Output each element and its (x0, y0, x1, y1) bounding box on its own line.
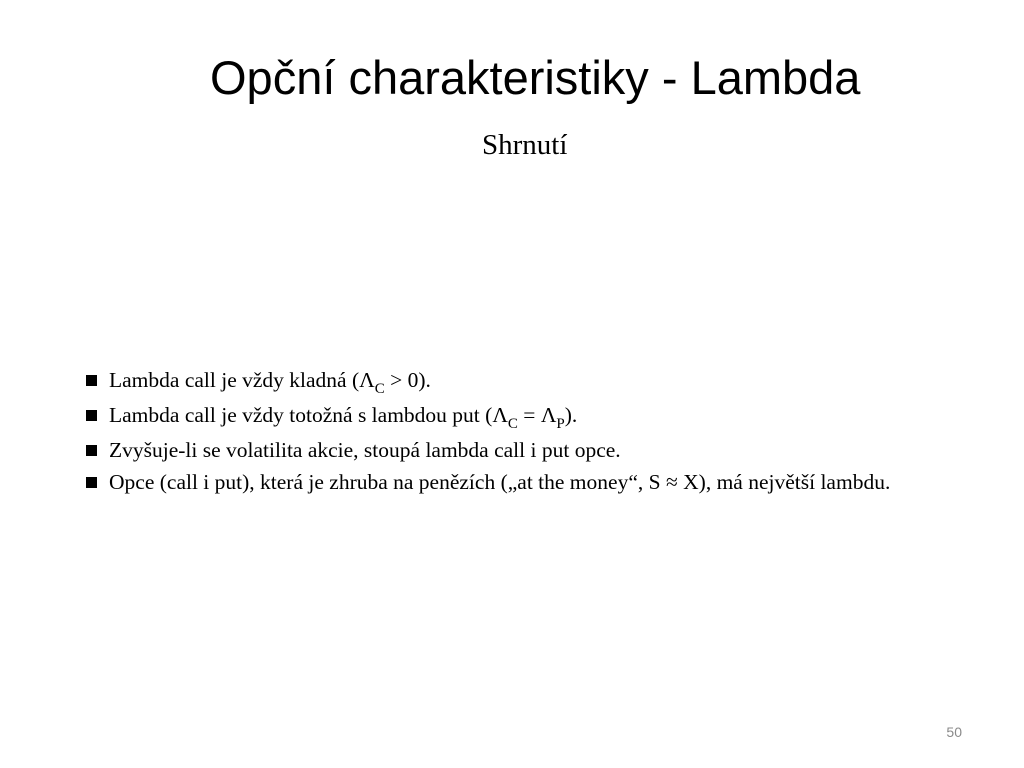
bullet-text-part: Lambda call je vždy kladná ( (109, 368, 360, 392)
bullet-text: Zvyšuje-li se volatilita akcie, stoupá lambda call i put opce. (109, 438, 621, 462)
bullet-text (109, 364, 431, 399)
bullet-text (109, 399, 577, 434)
square-bullet-icon (86, 410, 97, 421)
lambda-symbol: Λ (492, 403, 508, 427)
bullet-list (86, 364, 890, 498)
square-bullet-icon (86, 477, 97, 488)
subscript: C (507, 416, 518, 432)
slide-title: Opční charakteristiky - Lambda (210, 51, 861, 104)
square-bullet-icon (86, 375, 97, 386)
subscript: C (374, 381, 385, 397)
list-item (86, 399, 890, 434)
slide-subtitle: Shrnutí (482, 129, 568, 161)
bullet-text: Opce (call i put), která je zhruba na penězích („at the money“, S ≈ X), má největší lambdu. (109, 470, 891, 494)
bullet-text-part: > 0). (384, 368, 431, 392)
bullet-text-part: ). (564, 403, 578, 427)
square-bullet-icon (86, 445, 97, 456)
list-item (86, 466, 890, 498)
page-number: 50 (946, 724, 962, 740)
lambda-symbol: Λ (540, 403, 557, 427)
bullet-text-part: Lambda call je vždy totožná s lambdou put ( (109, 403, 493, 427)
subscript: P (556, 416, 565, 432)
list-item (86, 434, 890, 466)
list-item (86, 364, 890, 399)
bullet-text-part: = (517, 403, 541, 427)
lambda-symbol: Λ (359, 368, 375, 392)
